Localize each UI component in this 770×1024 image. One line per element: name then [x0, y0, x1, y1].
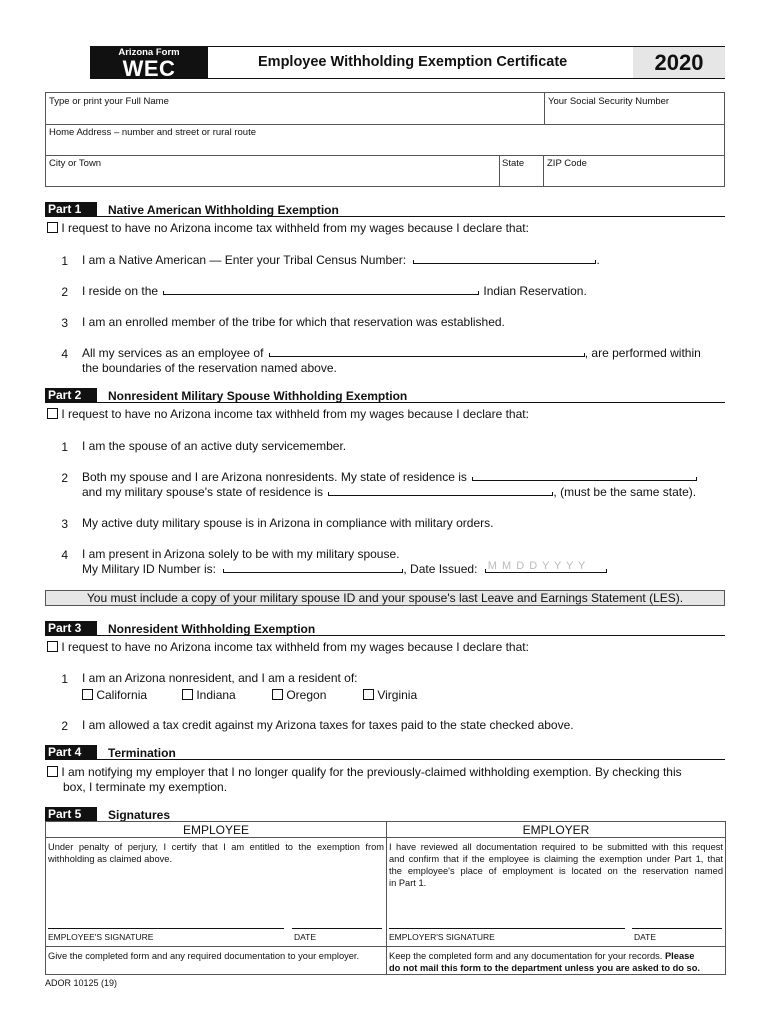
ssn-field[interactable]: Your Social Security Number [548, 96, 670, 107]
form-footer-code: ADOR 10125 (19) [45, 978, 118, 988]
part3-request-row [47, 640, 529, 655]
item-number: 3 [61, 517, 68, 531]
part1-item4 [82, 346, 701, 361]
state-option-oregon[interactable] [272, 688, 326, 703]
full-name-field[interactable]: Type or print your Full Name [49, 96, 169, 107]
state-label: California [96, 688, 148, 702]
state-option-virginia[interactable] [363, 688, 417, 703]
signature-table [45, 821, 726, 975]
item-text: , Date Issued: [403, 562, 478, 576]
indiana-checkbox[interactable] [182, 689, 193, 700]
grid-rule [544, 93, 545, 124]
part2-item4-cont [82, 562, 607, 577]
employee-signature-line[interactable] [48, 928, 284, 929]
grid-rule [499, 155, 500, 187]
employer-input[interactable] [269, 346, 585, 357]
part3-title: Nonresident Withholding Exemption [108, 622, 316, 636]
form-code: WEC [122, 56, 176, 81]
part3-item1: I am an Arizona nonresident, and I am a resident of: [82, 671, 358, 685]
item-number: 4 [61, 347, 68, 361]
employee-heading: EMPLOYEE [182, 823, 250, 837]
employer-text-3: the employee's place of employment is located on the reservation named [389, 866, 723, 876]
part1-item3: I am an enrolled member of the tribe for which that reservation was established. [82, 315, 505, 329]
table-rule [46, 946, 725, 947]
item-text: All my services as an employee of [82, 346, 264, 360]
item-number: 2 [61, 719, 68, 733]
item-text: , are performed within [584, 346, 701, 360]
item-text: I reside on the [82, 284, 159, 298]
employer-date-line[interactable] [632, 928, 722, 929]
employer-footer [389, 950, 724, 974]
employer-footer-bold-2: do not mail this form to the department unless you are asked to do so. [389, 963, 700, 973]
virginia-checkbox[interactable] [363, 689, 374, 700]
item-number: 1 [61, 440, 68, 454]
item-number: 4 [61, 548, 68, 562]
employer-date-label: DATE [634, 932, 657, 942]
grid-rule [46, 155, 724, 156]
part4-title: Termination [108, 746, 176, 760]
part2-request-row [47, 407, 529, 422]
header-rule-bottom [90, 78, 725, 79]
part1-tag: Part 1 [45, 202, 97, 217]
part3-rule [45, 635, 725, 636]
grid-rule [543, 155, 544, 187]
spouse-state-input[interactable] [328, 485, 553, 496]
state-label: Virginia [377, 688, 418, 702]
part2-tag: Part 2 [45, 388, 97, 403]
employer-text-2: and confirm that if the employee is claiming the exemption under Part 1, that [389, 854, 723, 864]
grid-rule [46, 124, 724, 125]
item-text: I am a Native American — Enter your Tribal Census Number: [82, 253, 407, 267]
part4-rule [45, 759, 725, 760]
part5-tag: Part 5 [45, 807, 97, 822]
form-label: Arizona Form [118, 47, 180, 58]
part2-item1: I am the spouse of an active duty servicemember. [82, 439, 347, 453]
part5-title: Signatures [108, 808, 171, 822]
california-checkbox[interactable] [82, 689, 93, 700]
form-title: Employee Withholding Exemption Certificate [258, 54, 568, 70]
item-number: 3 [61, 316, 68, 330]
date-issued-input[interactable] [485, 562, 607, 573]
form-year: 2020 [633, 47, 725, 78]
state-option-california[interactable] [82, 688, 147, 703]
part1-request-row [47, 221, 529, 236]
state-option-indiana[interactable] [182, 688, 236, 703]
item-text: Indian Reservation. [483, 284, 587, 298]
employee-footer: Give the completed form and any required documentation to your employer. [48, 951, 360, 961]
military-id-input[interactable] [223, 562, 403, 573]
part2-rule [45, 402, 725, 403]
part1-item1 [82, 253, 600, 268]
table-rule [46, 837, 725, 838]
part4-line2: box, I terminate my exemption. [63, 780, 228, 794]
state-label: Oregon [286, 688, 327, 702]
item-number: 1 [61, 672, 68, 686]
employer-text-1: I have reviewed all documentation required to be submitted with this request [389, 842, 723, 852]
table-rule [386, 822, 387, 974]
item-text: . [596, 253, 600, 267]
part3-checkbox[interactable] [47, 641, 58, 652]
part1-item4-cont: the boundaries of the reservation named above. [82, 361, 337, 375]
part3-item2: I am allowed a tax credit against my Arizona taxes for taxes paid to the state checked above. [82, 718, 574, 732]
part4-checkbox[interactable] [47, 766, 58, 777]
part2-item4: I am present in Arizona solely to be with my military spouse. [82, 547, 400, 561]
part1-title: Native American Withholding Exemption [108, 203, 339, 217]
state-of-residence-input[interactable] [472, 470, 697, 481]
reservation-input[interactable] [163, 284, 479, 295]
employee-signature-label: EMPLOYEE'S SIGNATURE [48, 932, 154, 942]
part1-checkbox[interactable] [47, 222, 58, 233]
part4-tag: Part 4 [45, 745, 97, 760]
date-placeholder: M M D D Y Y Y Y [487, 560, 587, 572]
item-text: and my military spouse's state of residence is [82, 485, 324, 499]
part2-checkbox[interactable] [47, 408, 58, 419]
form-code-box [90, 46, 208, 81]
part2-title: Nonresident Military Spouse Withholding Exemption [108, 389, 408, 403]
item-text: My Military ID Number is: [82, 562, 217, 576]
oregon-checkbox[interactable] [272, 689, 283, 700]
item-number: 2 [61, 471, 68, 485]
part4-line1: I am notifying my employer that I no longer qualify for the previously-claimed withholding exemption. By checking this [61, 765, 682, 779]
state-label: Indiana [196, 688, 236, 702]
state-field[interactable]: State [502, 158, 525, 169]
employee-date-label: DATE [294, 932, 317, 942]
employer-footer-bold: Please [664, 951, 695, 961]
address-field[interactable]: Home Address – number and street or rural route [49, 127, 256, 138]
item-number: 1 [61, 254, 68, 268]
item-text: Both my spouse and I are Arizona nonresidents. My state of residence is [82, 470, 467, 484]
employee-date-line[interactable] [292, 928, 382, 929]
employer-signature-line[interactable] [389, 928, 625, 929]
employer-signature-label: EMPLOYER'S SIGNATURE [389, 932, 495, 942]
part2-item3: My active duty military spouse is in Arizona in compliance with military orders. [82, 516, 494, 530]
part1-request: I request to have no Arizona income tax withheld from my wages because I declare that: [61, 221, 529, 235]
employer-heading: EMPLOYER [522, 823, 590, 837]
item-number: 2 [61, 285, 68, 299]
personal-info-grid [45, 92, 725, 187]
item-text: , (must be the same state). [553, 485, 697, 499]
employer-footer-text: Keep the completed form and any documentation for your records. [389, 951, 663, 961]
zip-field[interactable]: ZIP Code [547, 158, 587, 169]
tribal-census-number-input[interactable] [413, 253, 596, 264]
part3-tag: Part 3 [45, 621, 97, 636]
part4-row [47, 765, 682, 780]
part1-item2 [82, 284, 587, 299]
city-field[interactable]: City or Town [49, 158, 102, 169]
part1-rule [45, 216, 725, 217]
part2-item2 [82, 470, 697, 485]
part3-request: I request to have no Arizona income tax withheld from my wages because I declare that: [61, 640, 529, 654]
part2-request: I request to have no Arizona income tax withheld from my wages because I declare that: [61, 407, 529, 421]
part2-item2-cont [82, 485, 696, 500]
employee-certify-text: Under penalty of perjury, I certify that I am entitled to the exemption from [48, 842, 384, 852]
employer-text-4: in Part 1. [389, 878, 427, 888]
employee-certify-text-2: withholding as claimed above. [48, 854, 173, 864]
military-notice: You must include a copy of your military spouse ID and your spouse's last Leave and Earnings Statement (LES). [45, 590, 725, 606]
